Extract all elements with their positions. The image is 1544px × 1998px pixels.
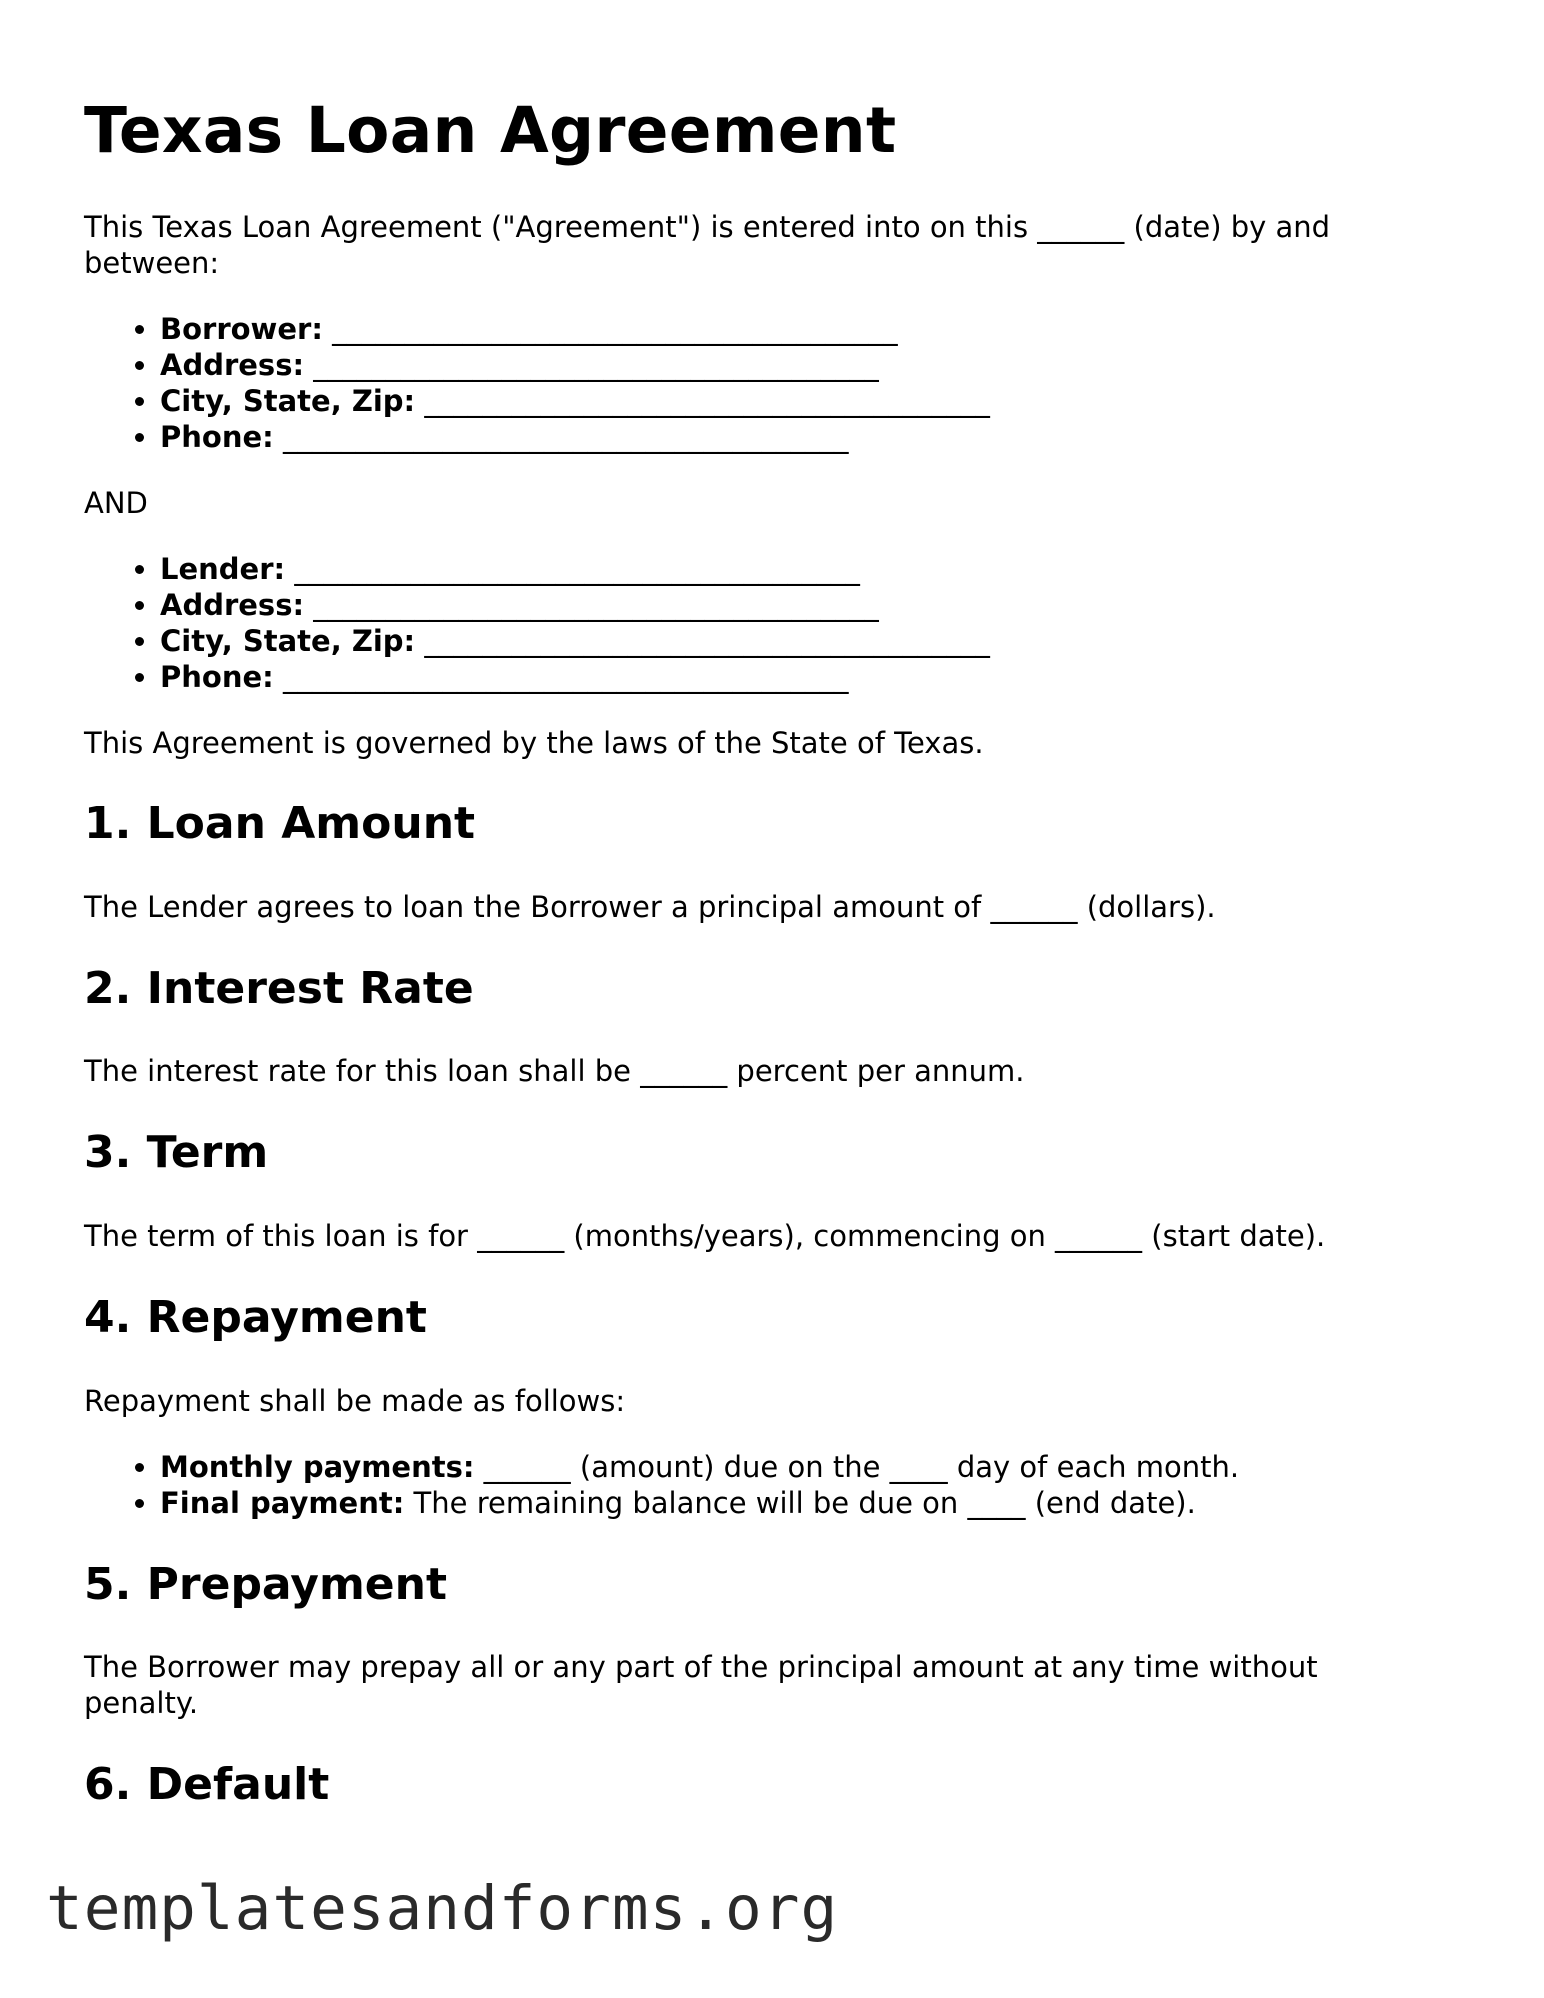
section-heading-repayment: 4. Repayment <box>84 1292 427 1344</box>
section-heading-term: 3. Term <box>84 1127 269 1179</box>
borrower-city-state-zip-field: • City, State, Zip: _______________________________________ <box>160 383 1424 419</box>
document-title: Texas Loan Agreement <box>84 94 897 167</box>
monthly-payments-item: • Monthly payments: ______ (amount) due on the ____ day of each month. <box>160 1449 1424 1485</box>
repayment-text: Repayment shall be made as follows: <box>84 1383 626 1418</box>
document-page <box>84 96 1424 1850</box>
loan-amount-text: The Lender agrees to loan the Borrower a principal amount of ______ (dollars). <box>84 889 1216 924</box>
and-separator: AND <box>84 486 148 521</box>
section-heading-interest-rate: 2. Interest Rate <box>84 962 474 1014</box>
section-heading-loan-amount: 1. Loan Amount <box>84 798 476 850</box>
repayment-terms-list <box>84 1449 1424 1521</box>
lender-city-state-zip-field: • City, State, Zip: _______________________________________ <box>160 623 1424 659</box>
interest-rate-text: The interest rate for this loan shall be ______ percent per annum. <box>84 1054 1025 1089</box>
borrower-phone-field: • Phone: _______________________________________ <box>160 419 1424 455</box>
lender-phone-field: • Phone: _______________________________________ <box>160 659 1424 695</box>
lender-details-list <box>84 551 1424 695</box>
borrower-name-field: • Borrower: _______________________________________ <box>160 311 1424 347</box>
prepayment-text: The Borrower may prepay all or any part of the principal amount at any time without penalty. <box>84 1650 1318 1721</box>
lender-address-field: • Address: _______________________________________ <box>160 587 1424 623</box>
section-heading-prepayment: 5. Prepayment <box>84 1558 447 1610</box>
governing-law-statement: This Agreement is governed by the laws of the State of Texas. <box>84 726 984 761</box>
term-text: The term of this loan is for ______ (months/years), commencing on ______ (start date). <box>84 1219 1326 1254</box>
lender-name-field: • Lender: _______________________________________ <box>160 551 1424 587</box>
borrower-details-list <box>84 311 1424 455</box>
final-payment-item: • Final payment: The remaining balance will be due on ____ (end date). <box>160 1485 1424 1521</box>
intro-paragraph: This Texas Loan Agreement ("Agreement") is entered into on this ______ (date) by and between: <box>84 210 1331 281</box>
section-heading-default: 6. Default <box>84 1759 330 1811</box>
watermark-text: templatesandforms.org <box>46 1873 839 1944</box>
borrower-address-field: • Address: _______________________________________ <box>160 347 1424 383</box>
